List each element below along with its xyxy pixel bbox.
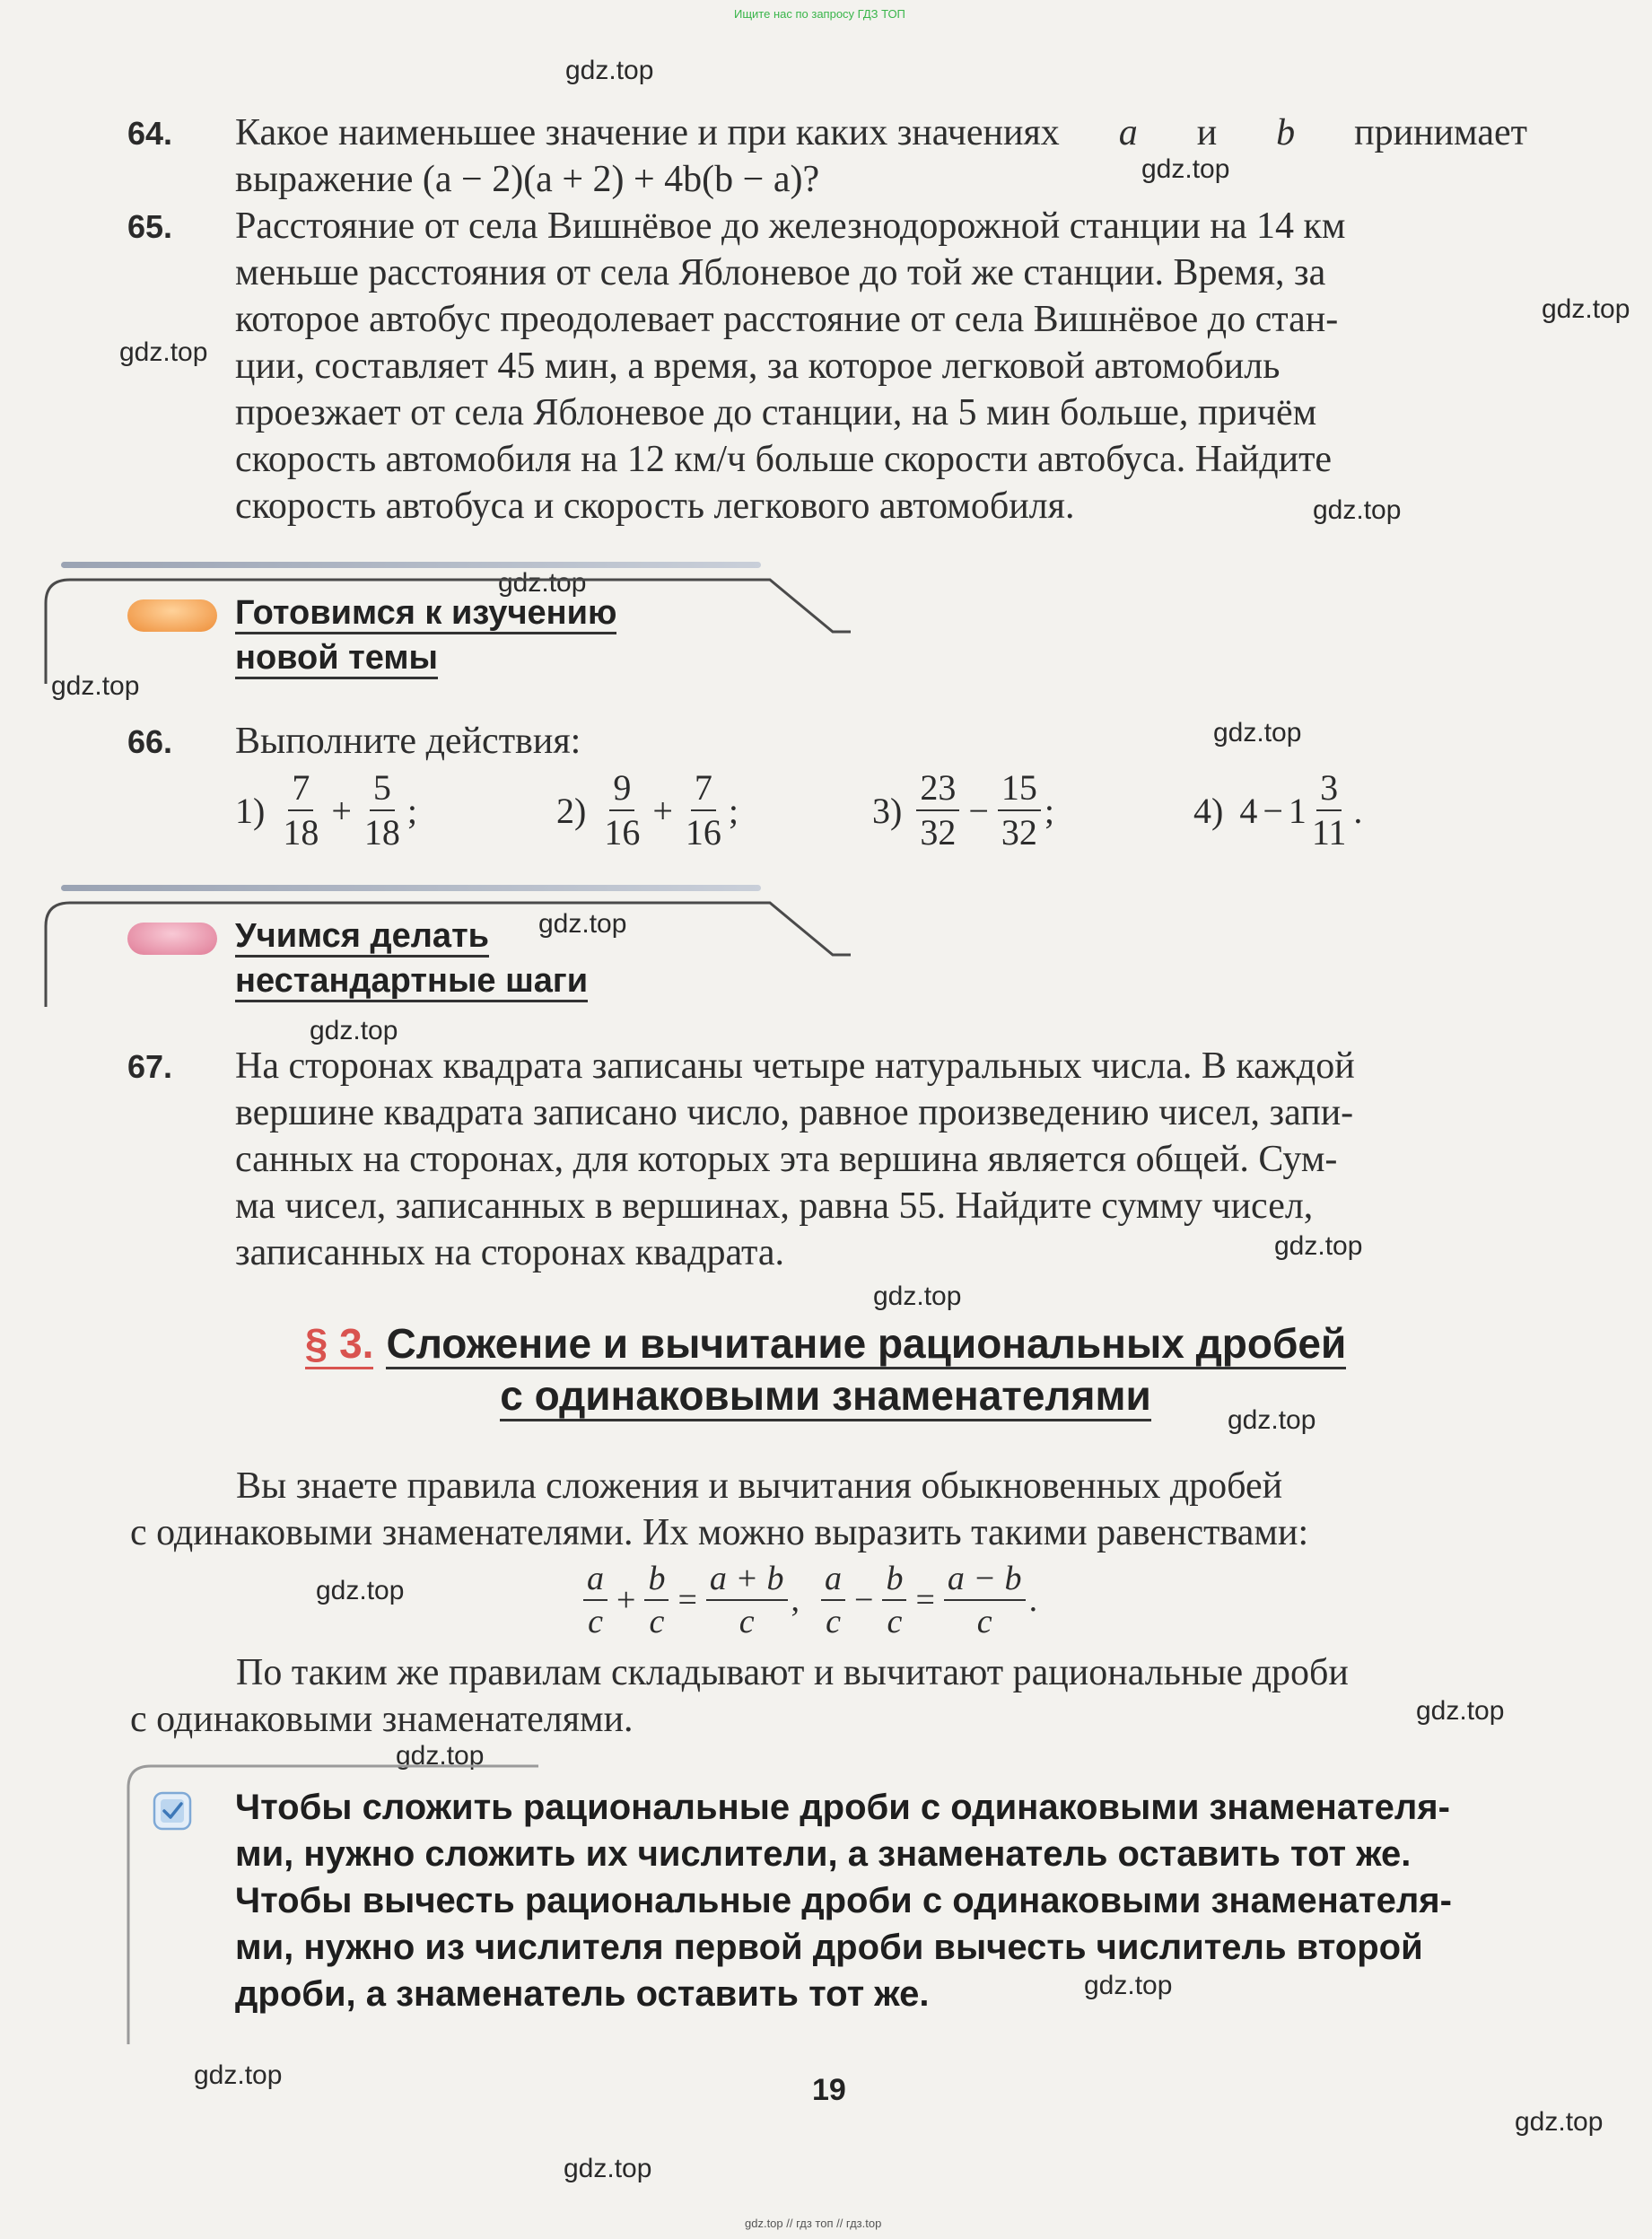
text-line: Вы знаете правила сложения и вычитания обыкновенных дробей	[236, 1465, 1283, 1507]
fraction	[821, 1561, 845, 1639]
punctuation: ;	[728, 790, 739, 831]
text-line: записанных на сторонах квадрата.	[235, 1232, 785, 1273]
operator: =	[677, 1581, 697, 1619]
item-label: 2)	[556, 790, 587, 831]
item-label: 4)	[1193, 790, 1224, 831]
text-line: По таким же правилам складывают и вычитают рациональные дроби	[236, 1652, 1349, 1693]
problem-64-line: выражение (a − 2)(a + 2) + 4b(b − a)?	[235, 159, 820, 200]
text-line: скорость автобуса и скорость легкового автомобиля.	[235, 485, 1075, 527]
fraction	[279, 767, 322, 853]
fraction	[361, 767, 404, 853]
watermark: gdz.top	[119, 337, 208, 367]
numerator: 23	[916, 770, 959, 811]
text-line: вершине квадрата записано число, равное произведению чисел, запи-	[235, 1092, 1354, 1133]
denominator: 16	[685, 812, 721, 853]
watermark: gdz.top	[51, 671, 140, 701]
fraction	[644, 1561, 669, 1639]
rule-line: ми, нужно сложить их числители, а знаменатель оставить тот же.	[235, 1834, 1412, 1874]
watermark: gdz.top	[1228, 1405, 1316, 1435]
section-title-line: нестандартные шаги	[235, 962, 588, 1002]
watermark: gdz.top	[1274, 1231, 1363, 1261]
operator: =	[915, 1581, 935, 1619]
text-line: с одинаковыми знаменателями.	[130, 1699, 634, 1740]
page-number: 19	[812, 2073, 846, 2107]
paragraph-title	[179, 1317, 1472, 1421]
fraction	[882, 1561, 906, 1639]
denominator: c	[826, 1603, 841, 1640]
rule-line: ми, нужно из числителя первой дроби вычесть числитель второй	[235, 1928, 1423, 1967]
numerator: 5	[370, 770, 395, 811]
whole-part: 1	[1288, 790, 1307, 831]
text-line: ции, составляет 45 мин, а время, за которое легковой автомобиль	[235, 345, 1281, 387]
section-pill	[127, 599, 217, 632]
text-line: которое автобус преодолевает расстояние от села Вишнёвое до стан-	[235, 299, 1339, 340]
problem-number: 67.	[127, 1048, 173, 1085]
text-fragment: Какое наименьшее значение и при каких значениях	[235, 112, 1060, 153]
operator: −	[968, 790, 989, 831]
rule-line: Чтобы сложить рациональные дроби с одинаковыми знаменателя-	[235, 1788, 1450, 1827]
paragraph-title-line: с одинаковыми знаменателями	[500, 1372, 1151, 1421]
watermark: gdz.top	[565, 56, 654, 85]
numerator: a	[821, 1561, 845, 1601]
section-pill	[127, 923, 217, 955]
problem-67-text	[235, 1043, 1527, 1276]
text-fragment: и	[1196, 112, 1218, 153]
text-line: ма чисел, записанных в вершинах, равна 55. Найдите сумму чисел,	[235, 1185, 1314, 1227]
punctuation: ,	[791, 1581, 800, 1619]
item-label: 1)	[235, 790, 266, 831]
numerator: 9	[609, 770, 634, 811]
numerator: a − b	[944, 1561, 1026, 1601]
denominator: 11	[1311, 812, 1347, 853]
denominator: 16	[604, 812, 641, 853]
numerator: b	[882, 1561, 906, 1601]
rule-box	[126, 1757, 1543, 2044]
text-fragment: принимает	[1354, 112, 1527, 153]
text-line: проезжает от села Яблоневое до станции, на 5 мин больше, причём	[235, 392, 1317, 433]
denominator: 18	[283, 812, 319, 853]
text-line: с одинаковыми знаменателями. Их можно выразить такими равенствами:	[130, 1512, 1309, 1553]
section-title-line: Готовимся к изучению	[235, 594, 616, 634]
watermark: gdz.top	[1084, 1971, 1173, 2000]
watermark: gdz.top	[194, 2060, 283, 2090]
numerator: 3	[1316, 770, 1342, 811]
text-line: Расстояние от села Вишнёвое до железнодорожной станции на 14 км	[235, 206, 1346, 247]
denominator: c	[739, 1603, 755, 1640]
variable-a: a	[1118, 112, 1138, 153]
denominator: c	[887, 1603, 903, 1640]
numerator: 15	[998, 770, 1041, 811]
problem-64-line	[235, 109, 1527, 156]
watermark: gdz.top	[310, 1016, 398, 1045]
numerator: b	[644, 1561, 669, 1601]
bottom-note: gdz.top // гдз топ // гдз.top	[745, 2217, 882, 2230]
exercise-item-4	[1193, 767, 1363, 853]
fraction	[682, 767, 725, 853]
fraction	[944, 1561, 1026, 1639]
punctuation: ;	[1044, 790, 1055, 831]
watermark: gdz.top	[396, 1741, 485, 1771]
operator: −	[1263, 790, 1283, 831]
problem-64-text	[235, 109, 1527, 203]
section-title-line: Учимся делать	[235, 917, 489, 958]
section-title	[235, 590, 616, 680]
watermark: gdz.top	[873, 1281, 962, 1311]
operator: −	[854, 1581, 874, 1619]
numerator: 7	[288, 770, 313, 811]
paragraph-sign: § 3.	[305, 1320, 374, 1369]
denominator: 32	[920, 812, 957, 853]
denominator: 18	[363, 812, 400, 853]
fraction	[1308, 767, 1350, 853]
exercise-item-2	[556, 767, 739, 853]
fraction	[998, 767, 1041, 853]
fraction	[600, 767, 643, 853]
checkbox-icon	[153, 1791, 192, 1831]
numerator: a	[583, 1561, 607, 1601]
problem-66-intro: Выполните действия:	[235, 721, 581, 762]
watermark: gdz.top	[1141, 154, 1230, 184]
problem-number: 64.	[127, 115, 173, 152]
rule-line: дроби, а знаменатель оставить тот же.	[235, 1974, 930, 2014]
watermark: gdz.top	[316, 1576, 405, 1605]
denominator: c	[976, 1603, 992, 1640]
body-intro	[130, 1463, 1527, 1556]
fraction	[916, 767, 959, 853]
watermark: gdz.top	[1313, 495, 1402, 525]
rule-line: Чтобы вычесть рациональные дроби с одинаковыми знаменателя-	[235, 1881, 1452, 1920]
denominator: c	[649, 1603, 665, 1640]
problem-65-text	[235, 203, 1527, 529]
whole-number: 4	[1239, 790, 1258, 831]
section-header-nonstandard	[43, 879, 851, 1014]
operator: +	[331, 790, 352, 831]
formula	[580, 1561, 1037, 1639]
variable-b: b	[1276, 112, 1296, 153]
item-label: 3)	[872, 790, 903, 831]
section-header-prepare	[43, 556, 851, 691]
watermark: gdz.top	[1213, 718, 1302, 748]
watermark: gdz.top	[538, 909, 627, 939]
denominator: c	[588, 1603, 603, 1640]
body-after	[130, 1649, 1527, 1743]
text-line: санных на сторонах, для которых эта вершина является общей. Сум-	[235, 1139, 1338, 1180]
watermark: gdz.top	[564, 2154, 652, 2183]
rule-text	[235, 1784, 1527, 2017]
top-note: Ищите нас по запросу ГДЗ ТОП	[734, 7, 905, 21]
punctuation: .	[1028, 1581, 1038, 1619]
text-line: меньше расстояния от села Яблоневое до той же станции. Время, за	[235, 252, 1326, 293]
fraction	[583, 1561, 607, 1639]
denominator: 32	[1001, 812, 1037, 853]
problem-number: 65.	[127, 208, 173, 245]
numerator: 7	[691, 770, 716, 811]
section-title	[235, 914, 588, 1003]
watermark: gdz.top	[1542, 294, 1630, 324]
punctuation: .	[1353, 790, 1363, 831]
punctuation: ;	[406, 790, 418, 831]
exercise-item-1	[235, 767, 418, 853]
section-title-line: новой темы	[235, 639, 438, 679]
problem-number: 66.	[127, 723, 173, 760]
operator: +	[616, 1581, 636, 1619]
text-line: На сторонах квадрата записаны четыре натуральных числа. В каждой	[235, 1045, 1355, 1087]
watermark: gdz.top	[1515, 2107, 1604, 2137]
watermark: gdz.top	[1416, 1696, 1505, 1726]
operator: +	[652, 790, 673, 831]
exercise-item-3	[872, 767, 1055, 853]
numerator: a + b	[706, 1561, 788, 1601]
paragraph-title-line: Сложение и вычитание рациональных дробей	[386, 1320, 1346, 1369]
fraction	[706, 1561, 788, 1639]
text-line: скорость автомобиля на 12 км/ч больше скорости автобуса. Найдите	[235, 439, 1333, 480]
watermark: gdz.top	[498, 568, 587, 598]
